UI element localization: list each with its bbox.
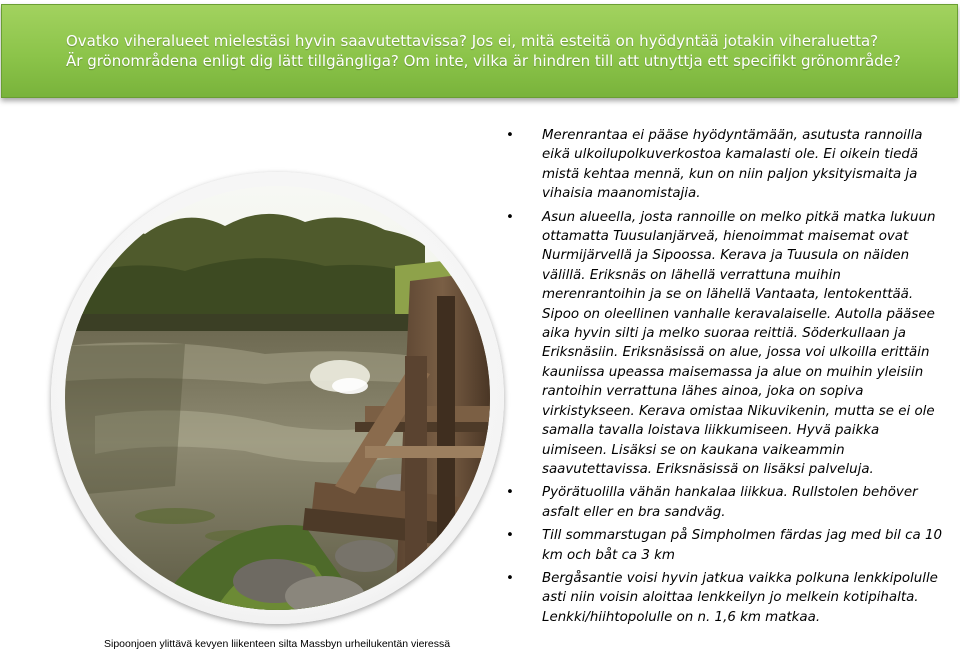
bullet-icon: • [506, 570, 514, 586]
list-item [506, 526, 946, 565]
list-item [506, 569, 946, 627]
list-item [506, 126, 946, 204]
list-item-text: Till sommarstugan på Simpholmen färdas jag med bil ca 10 km och båt ca 3 km [542, 528, 943, 563]
photo-caption: Sipoonjoen ylittävä kevyen liikenteen silta Massbyn urheilukentän vieressä [104, 638, 451, 650]
bullet-icon: • [506, 209, 514, 225]
list-item [506, 208, 946, 480]
response-list [506, 126, 946, 631]
bullet-icon: • [506, 128, 514, 143]
list-item-text: Merenrantaa ei pääse hyödyntämään, asutusta rannoilla eikä ulkoilupolkuverkostoa kamalasti ole. Ei oikein tiedä mistä kehtaa mennä, kun on niin paljon yksityismaita ja vihaisia maanomistajia. [542, 128, 923, 202]
question-finnish: Ovatko viheralueet mielestäsi hyvin saavutettavissa? Jos ei, mitä esteitä on hyödyntää jotakin viheraluetta? [66, 32, 879, 50]
list-item-text: Bergåsantie voisi hyvin jatkua vaikka polkuna lenkkipolulle asti niin voisin aloittaa lenkkeilyn jo melkein kotipihalta. Lenkki/hiihtopolulle on n. 1,6 km matkaa. [542, 570, 938, 625]
list-item-text: Pyörätuolilla vähän hankalaa liikkua. Rullstolen behöver asfalt eller en bra sandväg. [542, 485, 918, 520]
bullet-icon: • [506, 485, 514, 501]
question-swedish: Är grönområdena enligt dig lätt tillgängliga? Om inte, vilka är hindren till att utnyttja ett specifikt grönområde? [66, 52, 901, 70]
river-bridge-photo [65, 186, 490, 610]
photo-frame [51, 172, 504, 624]
list-item-text: Asun alueella, josta rannoille on melko pitkä matka lukuun ottamatta Tuusulanjärveä, hienoimmat maisemat ovat Nurmijärvellä ja Sipoossa. Kerava ja Tuusula on näiden välillä. Eriksnäs on lähellä verrattuna muihin merenrantoihin ja se on lähellä Vantaata, lentokenttää. Sipoo on oleellinen vanhalle keravalaiselle. Autolla pääsee aika hyvin silti ja melko suoraa reittiä. Söderkullaan ja Eriksnäsiin. Eriksnäsissä on alue, jossa voi ulkoilla erittäin kauniissa upeassa maisemassa ja alue on muihin yleisiin rantoihin verrattuna lähes ainoa, joka on sopiva virkistykseen. Kerava omistaa Nikuvikenin, mutta se ei ole samalla tavalla loistava liikkumiseen. Hyvä paikka uimiseen. Lisäksi se on kaukana vaikeammin saavutettavissa. Eriksnäsissä on lisäksi palveluja. [542, 209, 936, 477]
bullet-icon: • [506, 528, 514, 544]
list-item [506, 483, 946, 522]
title-banner [1, 4, 958, 98]
